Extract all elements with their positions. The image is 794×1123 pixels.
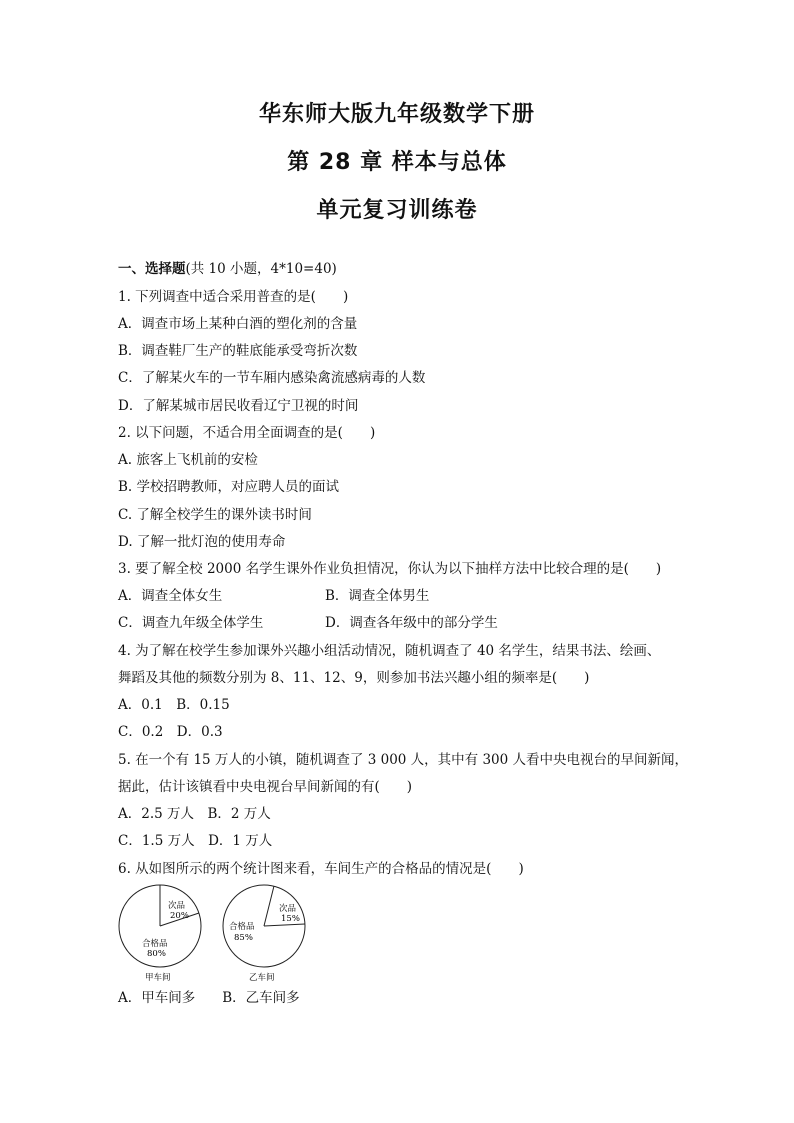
q4-options-ab: A．0.1 B．0.15: [118, 697, 230, 713]
pie-chart-yi-svg: [222, 884, 312, 984]
pie-chart-yi: [222, 884, 312, 984]
section-heading: [118, 260, 337, 278]
q5-stem-line2: 据此，估计该镇看中央电视台早间新闻的有( ): [118, 779, 413, 795]
page-title-2: 第 28 章 样本与总体: [287, 150, 507, 175]
q4-stem-line2: 舞蹈及其他的频数分别为 8、11、12、9，则参加书法兴趣小组的频率是( ): [118, 670, 590, 686]
pie-jia-slice-label-defect: 次品: [168, 901, 186, 911]
q1-option-d: D．了解某城市居民收看辽宁卫视的时间: [118, 398, 359, 414]
q2-option-c: C. 了解全校学生的课外读书时间: [118, 507, 312, 523]
q2-option-b: B. 学校招聘教师，对应聘人员的面试: [118, 479, 340, 495]
q3-option-d: D．调查各年级中的部分学生: [325, 615, 498, 631]
section-heading-label: 一、选择题: [118, 261, 186, 277]
q1-option-c: C．了解某火车的一节车厢内感染禽流感病毒的人数: [118, 370, 426, 386]
q4-options-cd: C．0.2 D．0.3: [118, 724, 223, 740]
q5-options-cd: C．1.5 万人 D．1 万人: [118, 833, 273, 849]
pie-jia-slice-value-pass: 80%: [147, 949, 166, 959]
pie-jia-slice-value-defect: 20%: [170, 911, 189, 921]
q4-stem-line1: 4. 为了解在校学生参加课外兴趣小组活动情况，随机调查了 40 名学生，结果书法、绘画、: [118, 643, 661, 659]
q3-stem: 3. 要了解全校 2000 名学生课外作业负担情况，你认为以下抽样方法中比较合理的是( ): [118, 561, 662, 577]
q3-options-row1: [118, 587, 430, 605]
pie-yi-slice-value-defect: 15%: [281, 914, 300, 924]
pie-chart-jia-svg: [118, 884, 208, 984]
pie-yi-title: 乙车间: [249, 973, 275, 983]
pie-yi-divider-edge: [264, 924, 305, 926]
q3-option-a: A．调查全体女生: [118, 588, 223, 604]
q3-options-row2: [118, 614, 498, 632]
q6-stem: 6. 从如图所示的两个统计图来看，车间生产的合格品的情况是( ): [118, 861, 524, 877]
q5-stem-line1: 5. 在一个有 15 万人的小镇，随机调查了 3 000 人，其中有 300 人看中央电视台的早间新闻，: [118, 752, 689, 768]
page-title-1: 华东师大版九年级数学下册: [258, 102, 535, 127]
pie-yi-slice-label-defect: 次品: [279, 904, 297, 914]
q3-option-b: B．调查全体男生: [325, 588, 430, 604]
pie-yi-slice-value-pass: 85%: [234, 933, 253, 943]
pie-jia-slice-label-pass: 合格品: [142, 939, 168, 949]
q1-option-b: B．调查鞋厂生产的鞋底能承受弯折次数: [118, 343, 358, 359]
section-heading-note: (共 10 小题，4*10=40): [185, 261, 337, 277]
pie-yi-slice-label-pass: 合格品: [229, 922, 255, 932]
page-title-3: 单元复习训练卷: [316, 198, 478, 223]
q6-options-ab: A．甲车间多 B．乙车间多: [118, 990, 300, 1006]
q3-option-c: C．调查九年级全体学生: [118, 615, 264, 631]
q2-option-d: D. 了解一批灯泡的使用寿命: [118, 534, 286, 550]
pie-jia-title: 甲车间: [145, 973, 171, 983]
q2-stem: 2. 以下问题，不适合用全面调查的是( ): [118, 425, 376, 441]
q2-option-a: A. 旅客上飞机前的安检: [118, 452, 258, 468]
q1-stem: 1. 下列调查中适合采用普查的是( ): [118, 289, 349, 305]
pie-chart-jia: [118, 884, 208, 984]
q1-option-a: A．调查市场上某种白酒的塑化剂的含量: [118, 316, 358, 332]
q5-options-ab: A．2.5 万人 B．2 万人: [118, 806, 271, 822]
pie-yi-divider-center: [264, 886, 274, 926]
